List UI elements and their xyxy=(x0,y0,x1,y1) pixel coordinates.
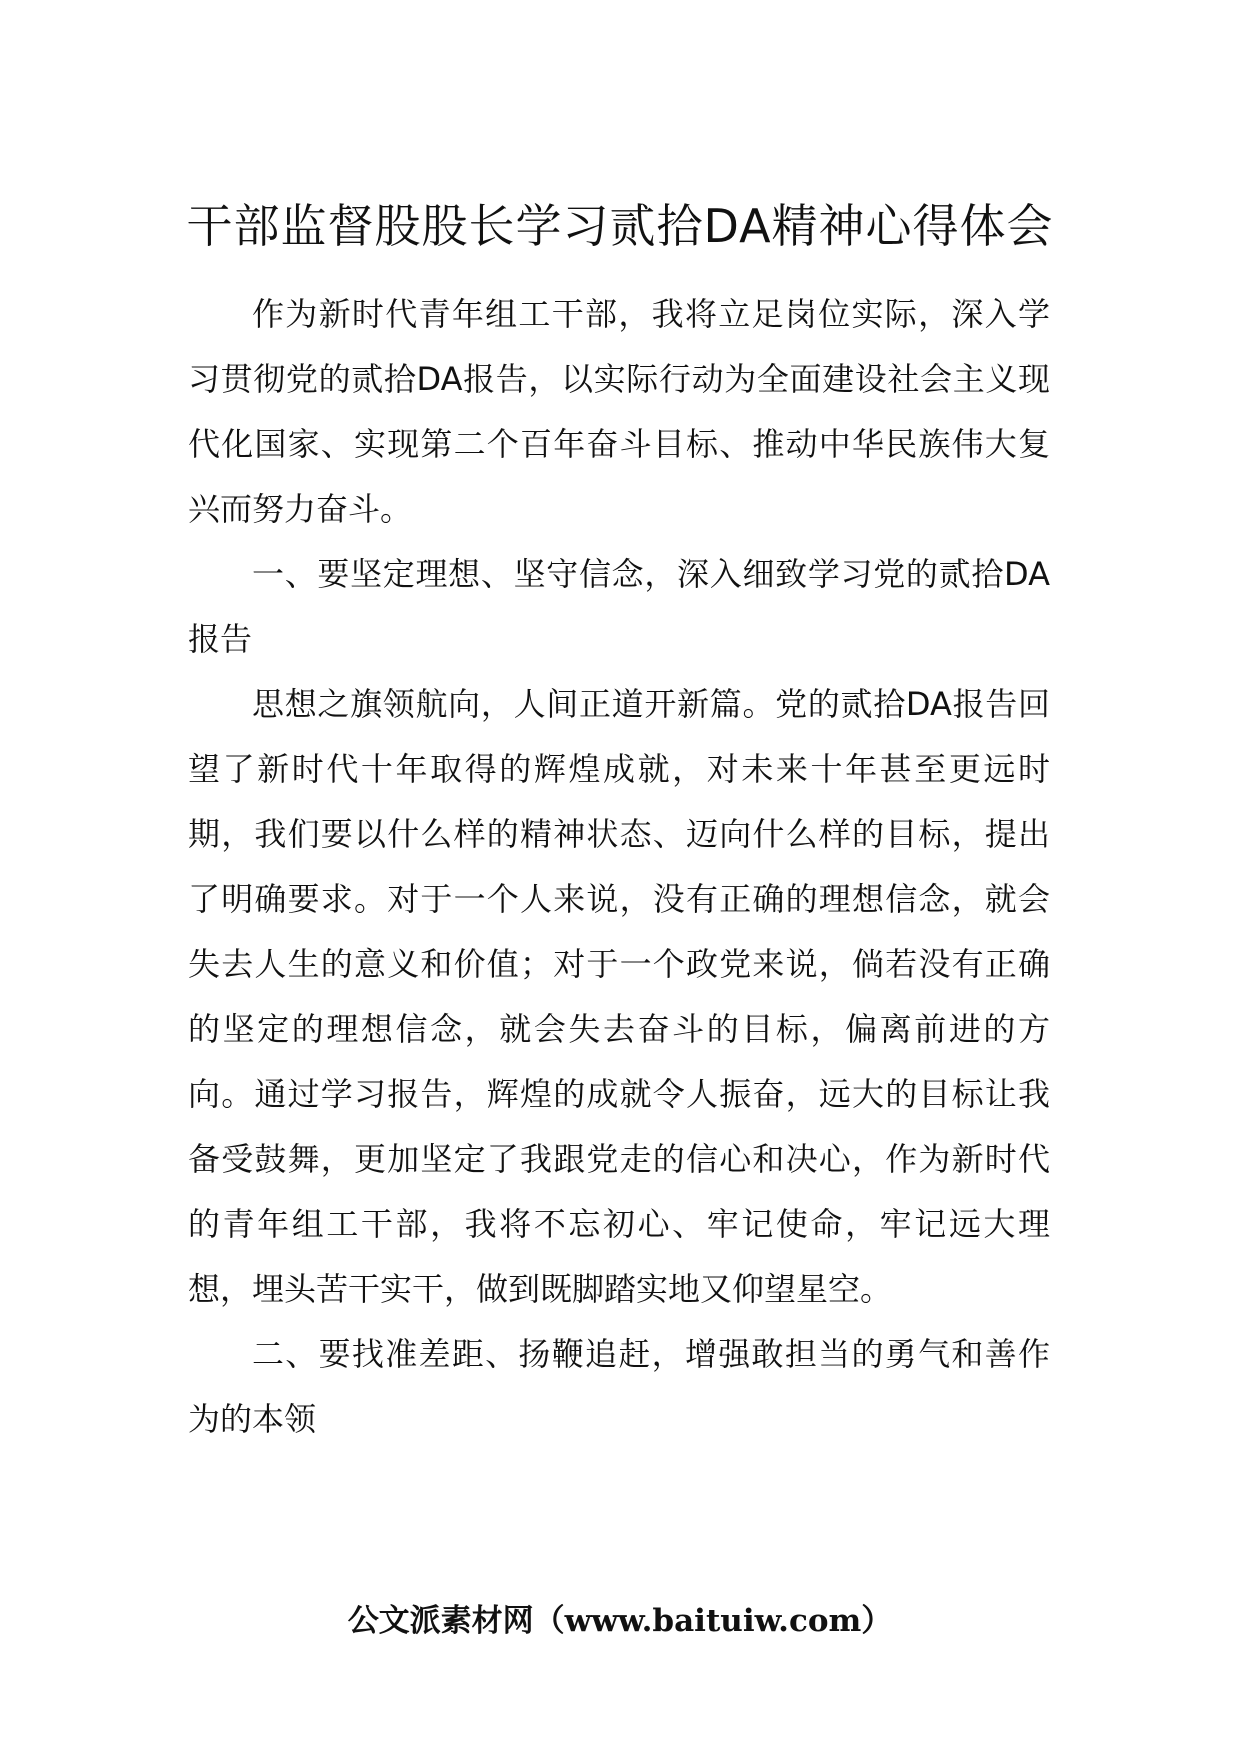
document-body xyxy=(188,282,1050,1452)
section-heading-2: 二、要找准差距、扬鞭追赶，增强敢担当的勇气和善作为的本领 xyxy=(188,1335,1050,1438)
document-title: 干部监督股股长学习贰拾DA精神心得体会 xyxy=(186,199,1054,253)
footer-source: 公文派素材网（www.baituiw.com） xyxy=(347,1603,893,1639)
section-heading-1: 一、要坚定理想、坚守信念，深入细致学习党的贰拾DA报告 xyxy=(188,555,1050,658)
paragraph-section-1: 思想之旗领航向，人间正道开新篇。党的贰拾DA报告回望了新时代十年取得的辉煌成就，对未来十年甚至更远时期，我们要以什么样的精神状态、迈向什么样的目标，提出了明确要求。对于一个人来说，没有正确的理想信念，就会失去人生的意义和价值；对于一个政党来说，倘若没有正确的坚定的理想信念，就会失去奋斗的目标，偏离前进的方向。通过学习报告，辉煌的成就令人振奋，远大的目标让我备受鼓舞，更加坚定了我跟党走的信心和决心，作为新时代的青年组工干部，我将不忘初心、牢记使命，牢记远大理想，埋头苦干实干，做到既脚踏实地又仰望星空。 xyxy=(188,685,1050,1308)
paragraph-intro: 作为新时代青年组工干部，我将立足岗位实际，深入学习贯彻党的贰拾DA报告，以实际行动为全面建设社会主义现代化国家、实现第二个百年奋斗目标、推动中华民族伟大复兴而努力奋斗。 xyxy=(188,295,1050,528)
